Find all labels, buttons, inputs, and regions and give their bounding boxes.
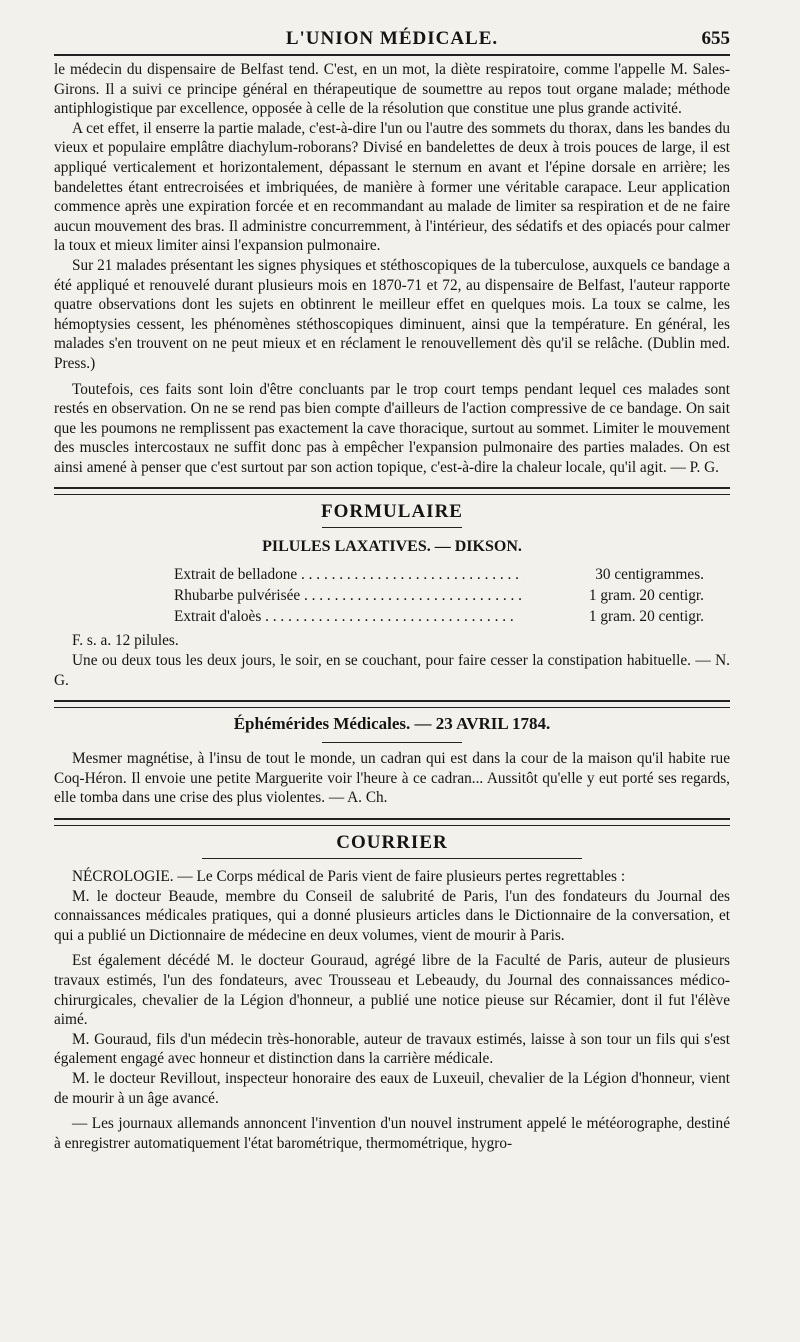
heading-underline	[322, 742, 462, 743]
running-header	[54, 18, 730, 56]
courrier-paragraph: — Les journaux allemands annoncent l'invention d'un nouvel instrument appelé le météorographe, destiné à enregistrer automatiquement l'état barométrique, thermométrique, hygro-	[54, 1115, 730, 1152]
recipe-usage: Une ou deux tous les deux jours, le soir, en se couchant, pour faire cesser la constipation habituelle. — N. G.	[54, 652, 730, 689]
ingredient-name: Rhubarbe pulvérisée . . .	[174, 585, 524, 606]
paragraph: Toutefois, ces faits sont loin d'être concluants par le trop court temps pendant lequel ces malades sont restés en observation. On ne se rend pas bien compte d'ailleurs de l'action compressive de ce bandage. On sait que les poumons ne remplissent pas exactement la cave thoracique, surtout au sommet. Limiter le mouvement des muscles intercostaux ne suffit donc pas à empêcher l'expansion pulmonaire des parties malades. On est ainsi amené à penser que c'est surtout par son action topique, c'est-à-dire la chaleur locale, qu'il agit. — P. G.	[54, 380, 730, 476]
ephemerides-text: Mesmer magnétise, à l'insu de tout le monde, un cadran qui est dans la cour de la maison qu'il habite rue Coq-Héron. Il envoie une petite Marguerite voir l'heure à ce cadran... Aussitôt qu'elle y eut porté ses regards, elle tomba dans une crise des plus violentes. — A. Ch.	[54, 750, 730, 807]
paragraph: A cet effet, il enserre la partie malade, c'est-à-dire l'un ou l'autre des sommets du thorax, dans les bandes du vieux et populaire emplâtre diachylum-roborans? Divisé en bandelettes de deux à trois pouces de large, il est appliqué verticalement et horizontalement, dépassant le sternum en avant et l'épine dorsale en arrière; les bandelettes étant entrecroisées et imbriquées, de manière à former une véritable carapace. Leur application commence après une expiration forcée et en recommandant au malade de limiter sa respiration et de ne faire aucun mouvement des bras. Il administre concurremment, à l'intérieur, des sédatifs et des opiacés pour calmer la toux et mieux limiter ainsi l'expansion pulmonaire.	[54, 119, 730, 255]
courrier-heading: COURRIER	[336, 832, 448, 854]
page-number: 655	[701, 28, 730, 49]
heading-underline	[202, 858, 582, 859]
ingredient-name: Extrait de belladone . . .	[174, 564, 524, 585]
courrier-paragraph: NÉCROLOGIE. — Le Corps médical de Paris vient de faire plusieurs pertes regrettables :	[72, 868, 626, 886]
courrier-paragraph: Est également décédé M. le docteur Gouraud, agrégé libre de la Faculté de Paris, auteur de plusieurs travaux estimés, l'un des fondateurs, avec Trousseau et Lebeaudy, du Journal des connaissances médico-chirurgicales, chevalier de la Légion d'honneur, a publié une notice pieuse sur Récamier, dont il fut l'élève aimé.	[54, 952, 730, 1029]
recipe-row	[54, 585, 730, 606]
paragraph: Sur 21 malades présentant les signes physiques et stéthoscopiques de la tuberculose, auxquels ce bandage a été appliqué et renouvelé durant plusieurs mois en 1870-71 et 72, au dispensaire de Belfast, l'auteur rapporte quatre observations dont les sujets en obtinrent le meilleur effet en quelques mois. La toux se calme, les hémoptysies cessent, les phénomènes stéthoscopiques diminuent, ainsi que la température. En général, les malades s'en trouvent on ne peut mieux et en réclament le renouvellement dès qu'il se relâche. (Dublin med. Press.)	[54, 256, 730, 372]
formulaire-heading: FORMULAIRE	[321, 501, 463, 523]
courrier-paragraph: M. le docteur Beaude, membre du Conseil de salubrité de Paris, l'un des fondateurs du Journal des connaissances médicales pratiques, qui a donné plusieurs articles dans le Dictionnaire de la conversation, et qui a publié un Dictionnaire de médecine en deux volumes, vient de mourir à Paris.	[54, 887, 730, 944]
ingredient-qty: 1 gram. 20 centigr.	[588, 608, 704, 626]
ingredient-qty: 1 gram. 20 centigr.	[588, 587, 704, 605]
courrier-paragraph: M. le docteur Revillout, inspecteur honoraire des eaux de Luxeuil, chevalier de la Légion d'honneur, vient de mourir à un âge avancé.	[54, 1069, 730, 1107]
ingredient-name: Extrait d'aloès . . .	[174, 606, 524, 627]
ingredient-qty: 30 centigrammes.	[595, 566, 704, 584]
page-content	[54, 18, 730, 1153]
section-divider	[54, 818, 730, 826]
recipe-fsa: F. s. a. 12 pilules.	[72, 632, 179, 650]
section-divider	[54, 700, 730, 708]
paragraph: le médecin du dispensaire de Belfast tend. C'est, en un mot, la diète respiratoire, comme l'appelle M. Sales-Girons. Il a suivi ce principe général en thérapeutique de soumettre au repos tout organe malade; méthode antiphlogistique par excellence, opposée à celle de la résolution que constitue une plus grande activité.	[54, 61, 730, 118]
courrier-paragraph: M. Gouraud, fils d'un médecin très-honorable, auteur de travaux estimés, laisse à son tour un fils qui s'est également engagé avec honneur et distinction dans la carrière médicale.	[54, 1030, 730, 1068]
recipe-row	[54, 564, 730, 585]
section-divider	[54, 487, 730, 495]
recipe-row	[54, 606, 730, 627]
journal-title: L'UNION MÉDICALE.	[285, 28, 499, 49]
recipe-title: PILULES LAXATIVES. — DIKSON.	[262, 538, 522, 556]
heading-underline	[322, 527, 462, 528]
recipe-table	[54, 564, 730, 627]
ephemerides-heading: Éphémérides Médicales. — 23 AVRIL 1784.	[233, 714, 551, 734]
